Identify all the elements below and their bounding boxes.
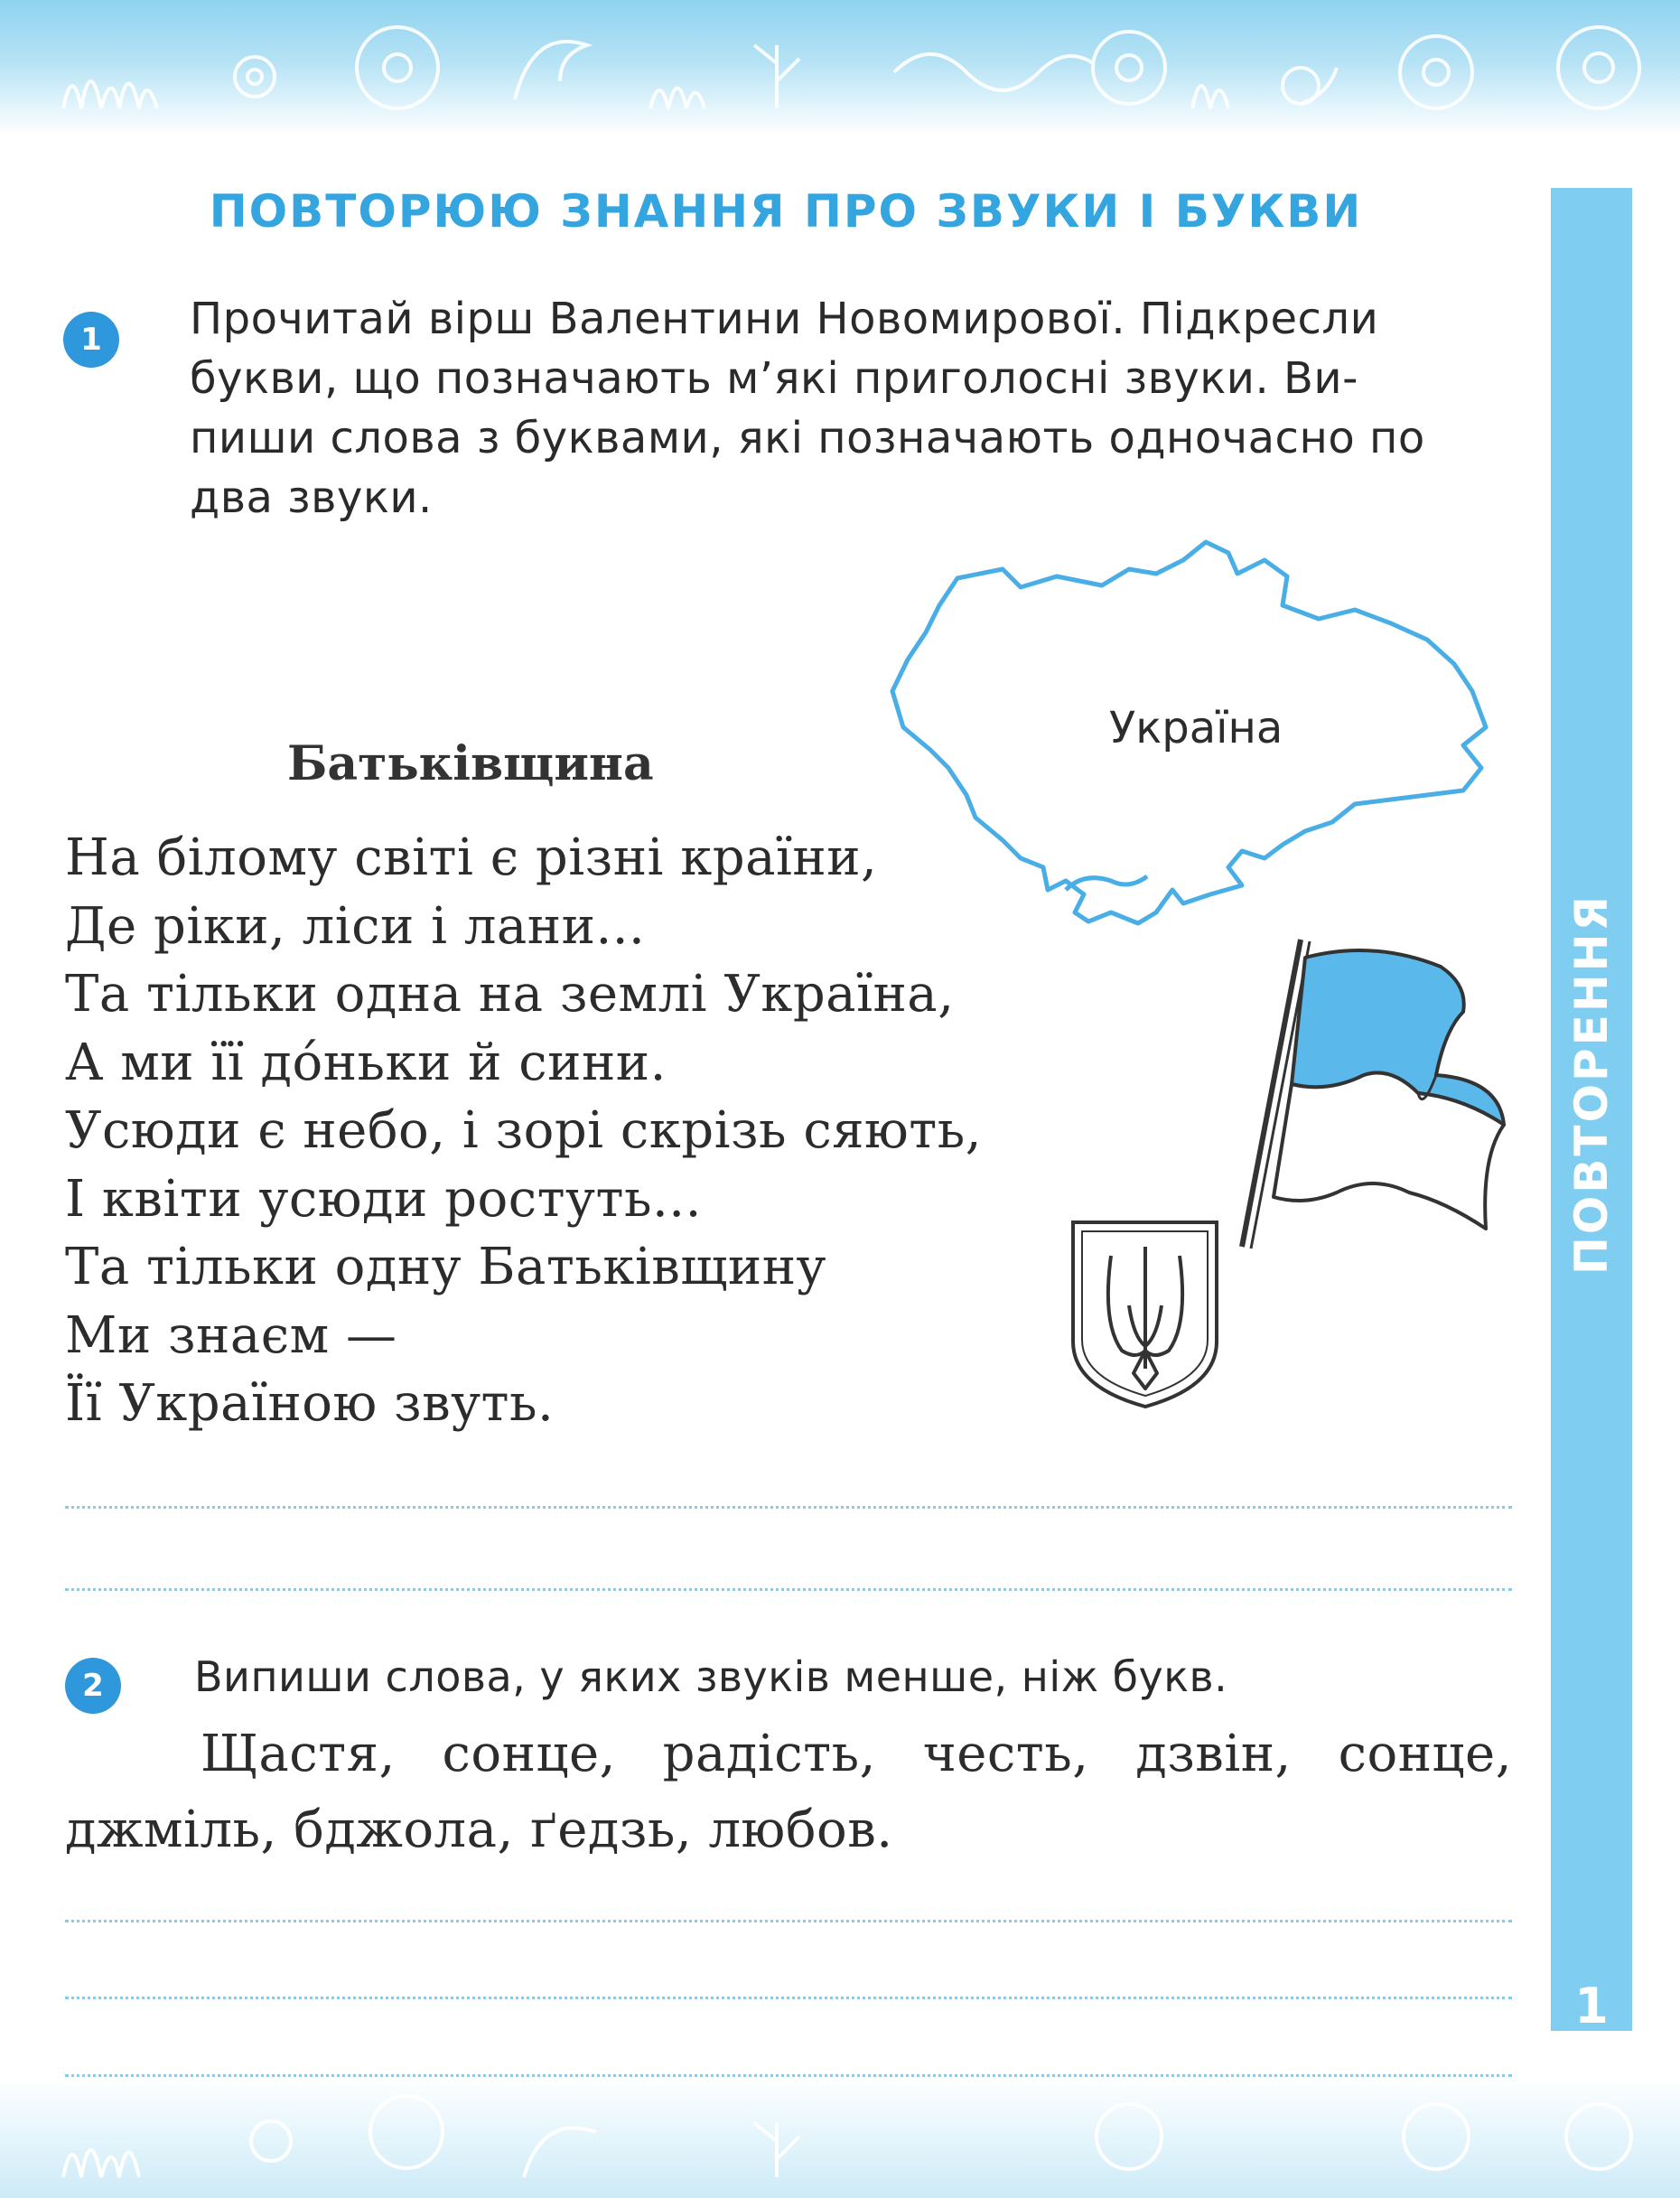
answer-line[interactable] bbox=[65, 2074, 1512, 2077]
task-1-number-badge: 1 bbox=[63, 312, 119, 368]
task-2-instruction: Випиши слова, у яких звуків менше, ніж букв. bbox=[194, 1652, 1228, 1701]
answer-line[interactable] bbox=[65, 1997, 1512, 1999]
task-1-line: пиши слова з буквами, які позначають одночасно по bbox=[190, 413, 1425, 463]
poem-line: Та тільки одну Батьківщину bbox=[65, 1238, 826, 1296]
answer-line[interactable] bbox=[65, 1506, 1512, 1509]
poem-line: На білому світі є різні країни, bbox=[65, 828, 878, 887]
task-1-line: Прочитай вірш Валентини Новомирової. Підкресли bbox=[190, 294, 1379, 344]
task-1-line: букви, що позначають м’які приголосні звуки. Ви- bbox=[190, 353, 1358, 404]
poem-line: Усюди є небо, і зорі скрізь сяють, bbox=[65, 1101, 983, 1160]
task-2-number-badge: 2 bbox=[65, 1658, 121, 1714]
poem-line: А ми її до́ньки й сини. bbox=[65, 1033, 667, 1092]
poem-line: Де ріки, ліси і лани... bbox=[65, 896, 646, 956]
page-number: 1 bbox=[1574, 1978, 1609, 2034]
poem-line: І квіти усюди ростуть... bbox=[65, 1169, 702, 1229]
floral-ornament-icon bbox=[0, 2078, 1680, 2198]
answer-line[interactable] bbox=[65, 1588, 1512, 1591]
poem-line: Її Україною звуть. bbox=[65, 1374, 555, 1433]
task-2-words: Щастя, сонце, радість, честь, дзвін, сонце, джміль, бджола, ґедзь, любов. bbox=[65, 1725, 1512, 1859]
header-decor-band bbox=[0, 0, 1680, 136]
side-label-text: ПОВТОРЕННЯ bbox=[1565, 893, 1618, 1276]
poem-line: Ми знаєм — bbox=[65, 1305, 397, 1365]
footer-decor-band bbox=[0, 2078, 1680, 2198]
poem-line: Та тільки одна на землі Україна, bbox=[65, 965, 955, 1024]
trident-coat-of-arms-icon bbox=[1066, 1215, 1224, 1414]
poem-text bbox=[65, 824, 982, 1438]
map-label: Україна bbox=[1109, 703, 1283, 753]
page-title: ПОВТОРЮЮ ЗНАННЯ ПРО ЗВУКИ І БУКВИ bbox=[209, 185, 1363, 238]
task-1-instruction bbox=[190, 289, 1517, 528]
poem-title: Батьківщина bbox=[287, 736, 654, 791]
answer-line[interactable] bbox=[65, 1920, 1512, 1922]
floral-ornament-icon bbox=[0, 0, 1680, 136]
ukraine-flag-icon bbox=[1228, 931, 1526, 1256]
task-1-line: два звуки. bbox=[190, 472, 433, 523]
